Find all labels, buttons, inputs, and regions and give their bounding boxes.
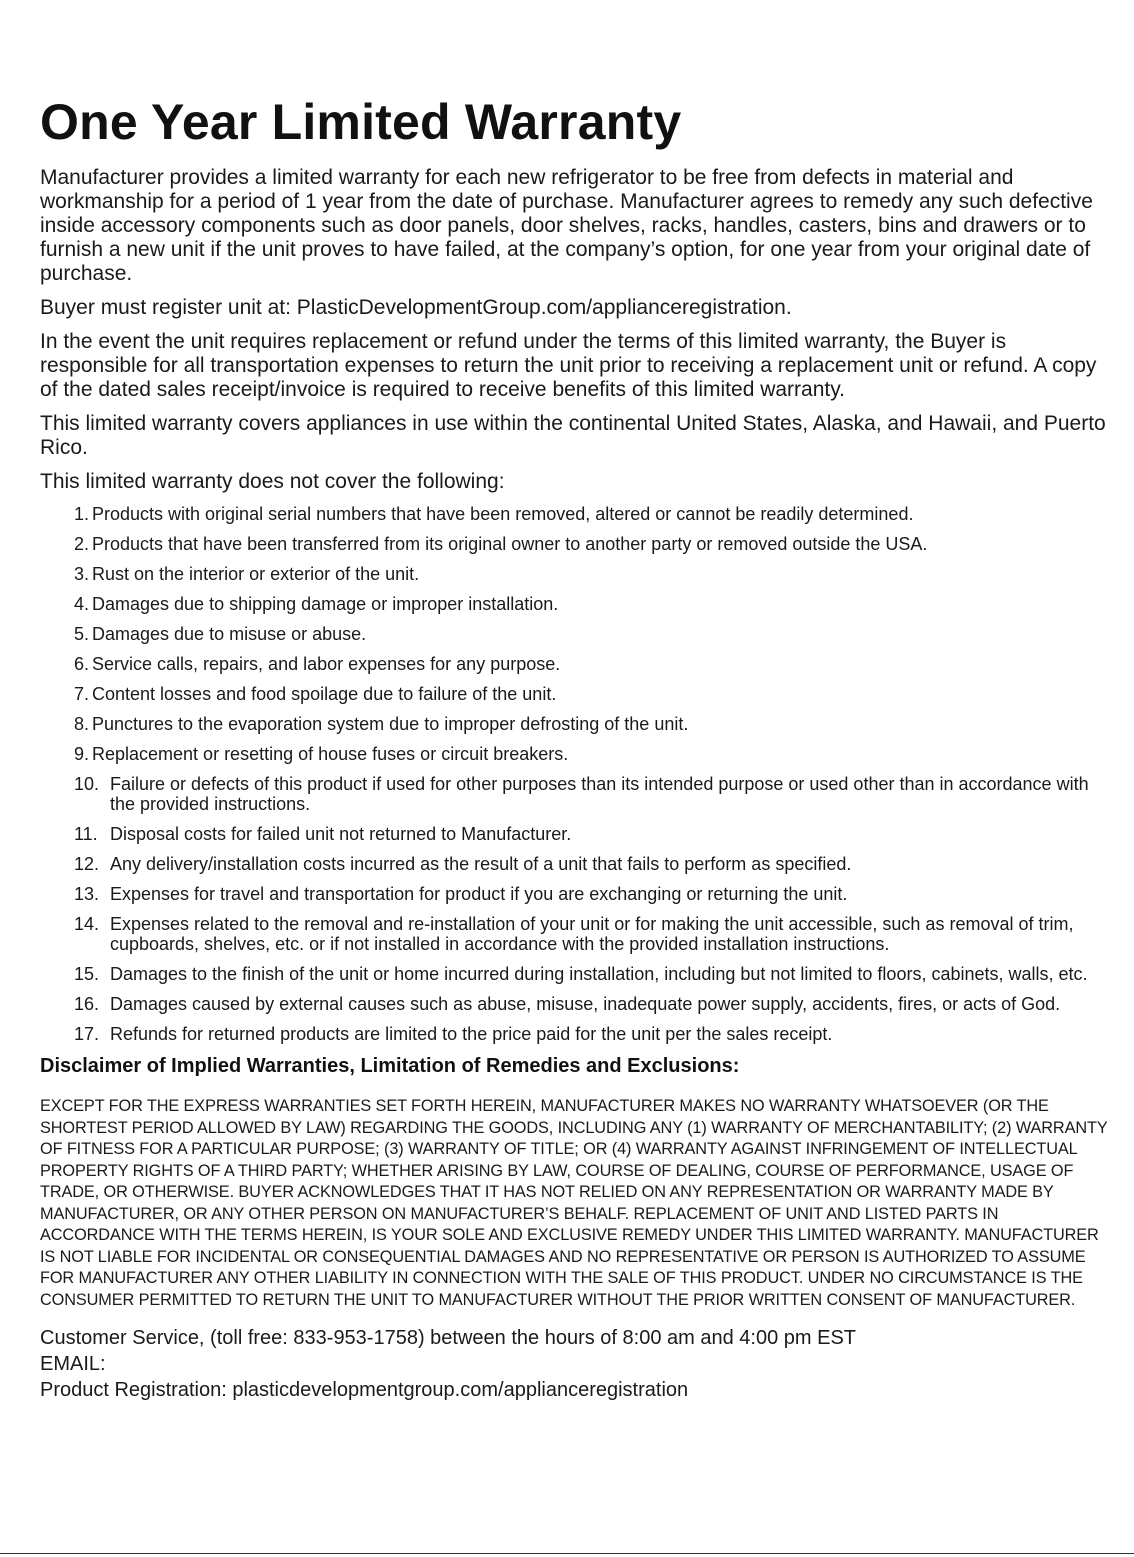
- warranty-document: [40, 92, 1110, 1403]
- exclusion-number: 13.: [74, 884, 100, 904]
- exclusion-text: Expenses related to the removal and re-installation of your unit or for making the unit accessible, such as removal of trim, cupboards, shelves, etc. or if not installed in accordance with the provided installation instructions.: [110, 914, 1074, 954]
- product-registration-line: Product Registration: plasticdevelopmentgroup.com/applianceregistration: [40, 1379, 689, 1401]
- exclusion-number: 2.: [74, 534, 90, 554]
- exclusion-item: [74, 624, 1110, 644]
- exclusion-item: [74, 994, 1110, 1014]
- exclusion-item: [74, 884, 1110, 904]
- exclusion-text: Content losses and food spoilage due to failure of the unit.: [92, 684, 557, 704]
- exclusion-number: 6.: [74, 654, 90, 674]
- exclusion-item: [74, 594, 1110, 614]
- exclusion-text: Products with original serial numbers that have been removed, altered or cannot be readily determined.: [92, 504, 914, 524]
- exclusion-text: Failure or defects of this product if used for other purposes than its intended purpose or used other than in accordance with the provided instructions.: [110, 774, 1089, 814]
- registration-paragraph: Buyer must register unit at: PlasticDevelopmentGroup.com/applianceregistration.: [40, 296, 792, 319]
- exclusion-text: Punctures to the evaporation system due to improper defrosting of the unit.: [92, 714, 689, 734]
- exclusion-text: Rust on the interior or exterior of the unit.: [92, 564, 420, 584]
- exclusion-number: 5.: [74, 624, 90, 644]
- exclusions-list: [40, 504, 1110, 1044]
- exclusion-number: 12.: [74, 854, 100, 874]
- exclusion-item: [74, 684, 1110, 704]
- exclusion-number: 10.: [74, 774, 100, 794]
- exclusion-text: Damages caused by external causes such as abuse, misuse, inadequate power supply, accidents, fires, or acts of God.: [110, 994, 1061, 1014]
- exclusion-item: [74, 504, 1110, 524]
- exclusion-text: Disposal costs for failed unit not returned to Manufacturer.: [110, 824, 572, 844]
- exclusion-item: [74, 744, 1110, 764]
- warranty-intro-paragraph: Manufacturer provides a limited warranty for each new refrigerator to be free from defects in material and workmanship for a period of 1 year from the date of purchase. Manufacturer agrees to remedy any such defective inside accessory components such as door panels, door shelves, racks, handles, casters, bins and drawers or to furnish a new unit if the unit proves to have failed, at the company’s option, for one year from your original date of purchase.: [40, 166, 1093, 285]
- exclusion-item: [74, 854, 1110, 874]
- exclusion-item: [74, 714, 1110, 734]
- exclusion-item: [74, 534, 1110, 554]
- exclusion-number: 8.: [74, 714, 90, 734]
- exclusion-number: 3.: [74, 564, 90, 584]
- exclusion-number: 15.: [74, 964, 100, 984]
- coverage-area-paragraph: This limited warranty covers appliances in use within the continental United States, Alaska, and Hawaii, and Puerto Rico.: [40, 412, 1106, 459]
- exclusion-item: [74, 564, 1110, 584]
- exclusion-item: [74, 654, 1110, 674]
- disclaimer-heading: Disclaimer of Implied Warranties, Limitation of Remedies and Exclusions:: [40, 1055, 740, 1077]
- exclusion-text: Damages due to shipping damage or improper installation.: [92, 594, 559, 614]
- exclusions-intro: This limited warranty does not cover the following:: [40, 470, 505, 493]
- replacement-paragraph: In the event the unit requires replacement or refund under the terms of this limited warranty, the Buyer is responsible for all transportation expenses to return the unit prior to receiving a replacement unit or refund. A copy of the dated sales receipt/invoice is required to receive benefits of this limited warranty.: [40, 330, 1097, 401]
- exclusion-number: 17.: [74, 1024, 100, 1044]
- email-line: EMAIL:: [40, 1353, 106, 1375]
- exclusion-number: 4.: [74, 594, 90, 614]
- exclusion-text: Expenses for travel and transportation for product if you are exchanging or returning the unit.: [110, 884, 848, 904]
- exclusion-text: Damages to the finish of the unit or home incurred during installation, including but not limited to floors, cabinets, walls, etc.: [110, 964, 1088, 984]
- exclusion-number: 7.: [74, 684, 90, 704]
- exclusion-number: 14.: [74, 914, 100, 934]
- exclusion-number: 11.: [74, 824, 98, 844]
- exclusion-number: 1.: [74, 504, 90, 524]
- exclusion-text: Damages due to misuse or abuse.: [92, 624, 367, 644]
- exclusion-item: [74, 1024, 1110, 1044]
- exclusion-text: Replacement or resetting of house fuses or circuit breakers.: [92, 744, 569, 764]
- exclusion-text: Refunds for returned products are limited to the price paid for the unit per the sales receipt.: [110, 1024, 833, 1044]
- exclusion-item: [74, 824, 1110, 844]
- exclusion-number: 16.: [74, 994, 100, 1014]
- exclusion-text: Products that have been transferred from its original owner to another party or removed outside the USA.: [92, 534, 928, 554]
- exclusion-text: Service calls, repairs, and labor expenses for any purpose.: [92, 654, 561, 674]
- exclusion-item: [74, 774, 1110, 814]
- page-title: One Year Limited Warranty: [40, 94, 682, 150]
- bottom-rule: [0, 1553, 1134, 1554]
- customer-service-line: Customer Service, (toll free: 833-953-1758) between the hours of 8:00 am and 4:00 pm EST: [40, 1327, 856, 1349]
- disclaimer-body: EXCEPT FOR THE EXPRESS WARRANTIES SET FORTH HEREIN, MANUFACTURER MAKES NO WARRANTY WHATSOEVER (OR THE SHORTEST PERIOD ALLOWED BY LAW) REGARDING THE GOODS, INCLUDING ANY (1) WARRANTY OF MERCHANTABILITY; (2) WARRANTY OF FITNESS FOR A PARTICULAR PURPOSE; (3) WARRANTY OF TITLE; OR (4) WARRANTY AGAINST INFRINGEMENT OF INTELLECTUAL PROPERTY RIGHTS OF A THIRD PARTY; WHETHER ARISING BY LAW, COURSE OF DEALING, COURSE OF PERFORMANCE, USAGE OF TRADE, OR OTHERWISE. BUYER ACKNOWLEDGES THAT IT HAS NOT RELIED ON ANY REPRESENTATION OR WARRANTY MADE BY MANUFACTURER, OR ANY OTHER PERSON ON MANUFACTURER’S BEHALF. REPLACEMENT OF UNIT AND LISTED PARTS IN ACCORDANCE WITH THE TERMS HEREIN, IS YOUR SOLE AND EXCLUSIVE REMEDY UNDER THIS LIMITED WARRANTY. MANUFACTURER IS NOT LIABLE FOR INCIDENTAL OR CONSEQUENTIAL DAMAGES AND NO REPRESENTATIVE OR PERSON IS AUTHORIZED TO ASSUME FOR MANUFACTURER ANY OTHER LIABILITY IN CONNECTION WITH THE SALE OF THIS PRODUCT. UNDER NO CIRCUMSTANCE IS THE CONSUMER PERMITTED TO RETURN THE UNIT TO MANUFACTURER WITHOUT THE PRIOR WRITTEN CONSENT OF MANUFACTURER.: [40, 1097, 1108, 1309]
- exclusion-item: [74, 914, 1110, 954]
- exclusion-item: [74, 964, 1110, 984]
- exclusion-text: Any delivery/installation costs incurred as the result of a unit that fails to perform as specified.: [110, 854, 852, 874]
- exclusion-number: 9.: [74, 744, 90, 764]
